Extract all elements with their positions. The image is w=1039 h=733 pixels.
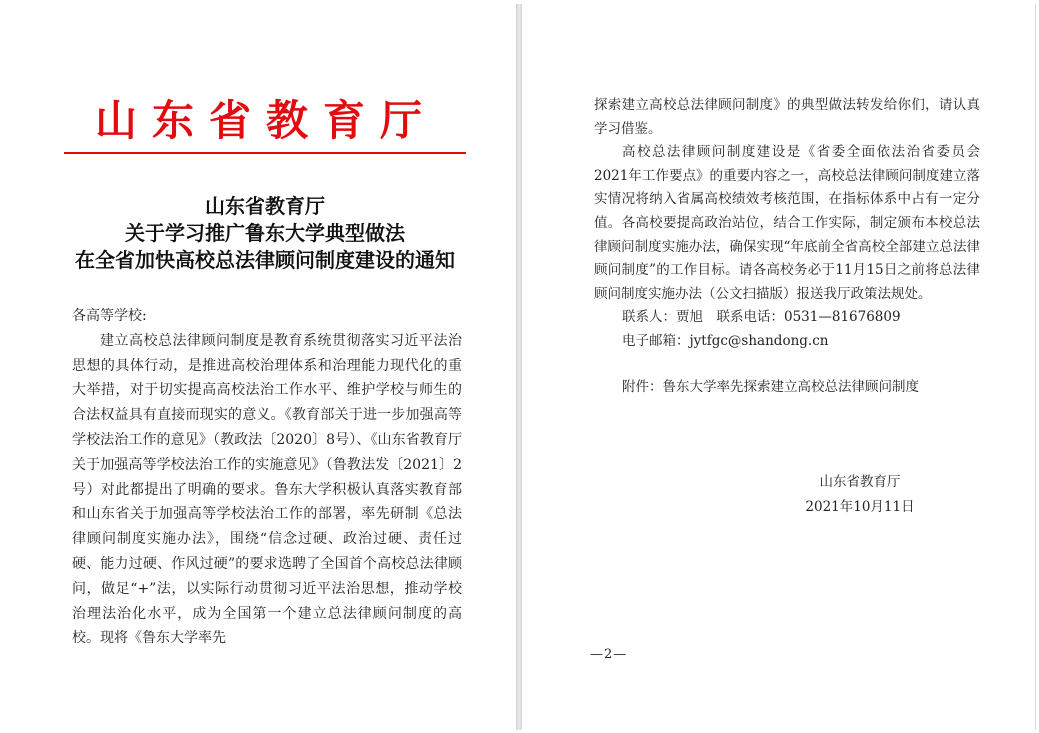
body-paragraph: 建立高校总法律顾问制度是教育系统贯彻落实习近平法治思想的具体行动，是推进高校治理体系和治理能力现代化的重大举措，对于切实提高高校法治工作水平、维护学校与师生的合法权益具有直接而现实的意义。《教育部关于进一步加强高等学校法治工作的意见》（教政法〔2020〕8号）、《山东省教育厅关于加强高等学校法治工作的实施意见》（鲁教法发〔2021〕2号）对此都提出了明确的要求。鲁东大学积极认真落实教育部和山东省关于加强高等学校法治工作的部署，率先研制《总法律顾问制度实施办法》，围绕“信念过硬、政治过硬、责任过硬、能力过硬、作风过硬”的要求选聘了全国首个高校总法律顾问，做足“+”法，以实际行动贯彻习近平法治思想，推动学校治理法治化水平，成为全国第一个建立总法律顾问制度的高校。现将《鲁东大学率先 — [72, 332, 462, 647]
signoff-date: 2021年10月11日 — [805, 499, 915, 515]
contact-line: 联系人：贾旭 联系电话：0531—81676809 — [622, 309, 901, 326]
body-paragraph-2: 高校总法律顾问制度建设是《省委全面依法治省委员会2021年工作要点》的重要内容之一，高校总法律顾问制度建立落实情况将纳入省属高校绩效考核范围，在指标体系中占有一定分值。各高校要提高政治站位，结合工作实际，制定颁布本校总法律顾问制度实施办法，确保实现“年底前全省高校全部建立总法律顾问制度”的工作目标。请各高校务必于11月15日之前将总法律顾问制度实施办法（公文扫描版）报送我厅政策法规处。 — [594, 144, 980, 302]
page-gutter — [516, 4, 522, 730]
signoff — [770, 470, 950, 520]
title-line: 山东省教育厅 — [205, 194, 325, 218]
title-line: 在全省加快高校总法律顾问制度建设的通知 — [75, 248, 455, 272]
continued-paragraph: 探索建立高校总法律顾问制度》的典型做法转发给你们，请认真学习借鉴。 — [594, 97, 980, 137]
page-number: —2— — [590, 647, 628, 662]
left-body — [72, 304, 462, 651]
title-line: 关于学习推广鲁东大学典型做法 — [125, 221, 405, 245]
masthead: 山东省教育厅 — [94, 96, 437, 145]
right-body — [594, 94, 980, 399]
red-separator-line — [64, 152, 466, 154]
salutation: 各高等学校: — [72, 308, 147, 324]
document-title — [60, 193, 470, 274]
right-edge — [1035, 4, 1036, 730]
attachment-line: 附件：鲁东大学率先探索建立高校总法律顾问制度 — [622, 378, 919, 395]
email-line: 电子邮箱：jytfgc@shandong.cn — [622, 332, 829, 349]
signoff-org: 山东省教育厅 — [819, 474, 901, 490]
